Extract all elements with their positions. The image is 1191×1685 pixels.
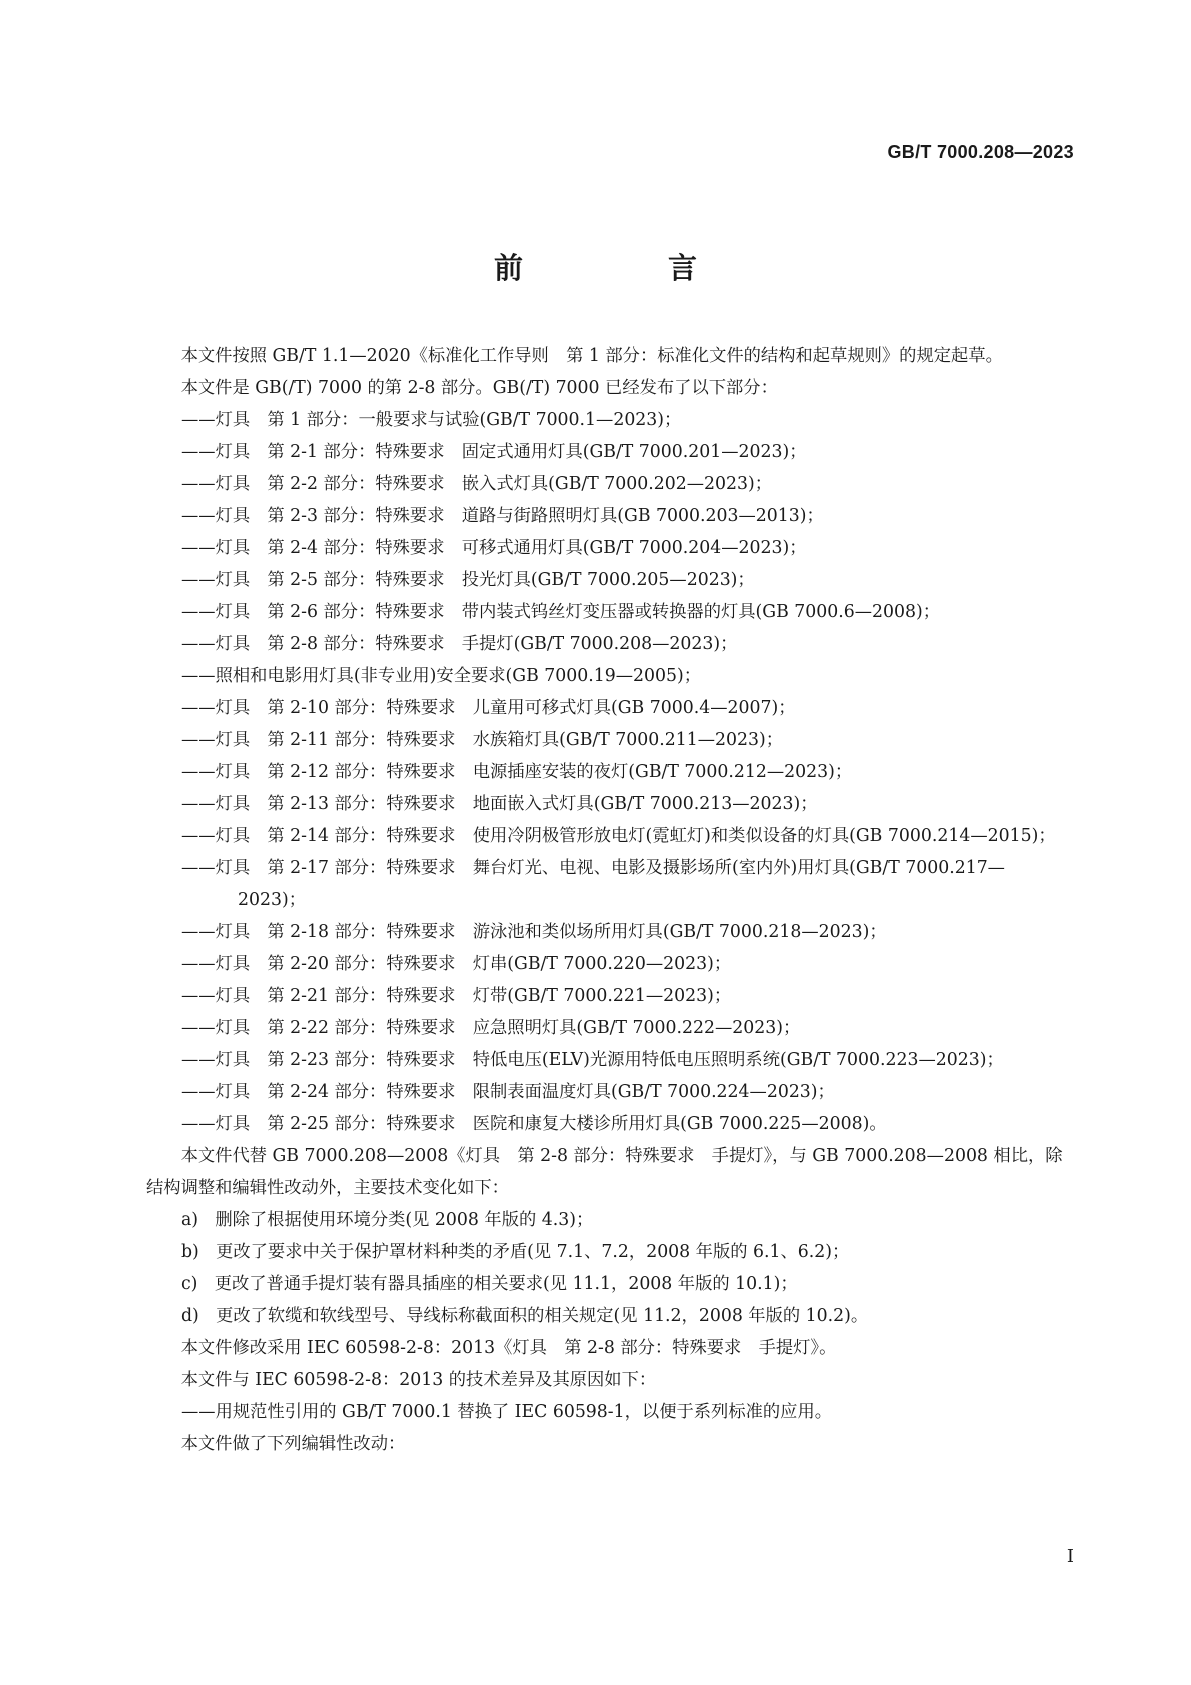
paragraph-editorial-changes: 本文件做了下列编辑性改动： [180,1434,406,1454]
list-item: ——灯具 第 2-18 部分：特殊要求 游泳池和类似场所用灯具(GB/T 7000.218—2023)； [181,922,887,942]
changes-list [146,1204,1068,1332]
list-item: ——灯具 第 2-2 部分：特殊要求 嵌入式灯具(GB/T 7000.202—2023)； [181,474,772,494]
list-item: ——灯具 第 2-8 部分：特殊要求 手提灯(GB/T 7000.208—2023)； [181,634,738,654]
list-item: ——灯具 第 2-13 部分：特殊要求 地面嵌入式灯具(GB/T 7000.213—2023)； [181,794,818,814]
paragraph-replacement: 本文件代替 GB 7000.208—2008《灯具 第 2-8 部分：特殊要求 手提灯》，与 GB 7000.208—2008 相比，除结构调整和编辑性改动外，主要技术变化如下： [146,1146,1063,1198]
list-item: ——灯具 第 2-1 部分：特殊要求 固定式通用灯具(GB/T 7000.201—2023)； [181,442,807,462]
list-item: ——灯具 第 2-3 部分：特殊要求 道路与街路照明灯具(GB 7000.203—2013)； [181,506,824,526]
document-code: GB/T 7000.208—2023 [887,142,1074,162]
list-item: ——灯具 第 2-17 部分：特殊要求 舞台灯光、电视、电影及摄影场所(室内外)用灯具(GB/T 7000.217—2023)； [181,858,1005,910]
list-item: ——灯具 第 2-6 部分：特殊要求 带内装式钨丝灯变压器或转换器的灯具(GB 7000.6—2008)； [181,602,941,622]
paragraph-adoption: 本文件修改采用 IEC 60598-2-8：2013《灯具 第 2-8 部分：特殊要求 手提灯》。 [180,1338,837,1358]
list-item: ——灯具 第 2-24 部分：特殊要求 限制表面温度灯具(GB/T 7000.224—2023)； [181,1082,835,1102]
list-item: ——灯具 第 2-11 部分：特殊要求 水族箱灯具(GB/T 7000.211—2023)； [181,730,783,750]
list-item: c) 更改了普通手提灯装有器具插座的相关要求(见 11.1，2008 年版的 10.1)； [181,1274,798,1294]
list-item: ——用规范性引用的 GB/T 7000.1 替换了 IEC 60598-1，以便于系列标准的应用。 [181,1402,833,1422]
list-item: b) 更改了要求中关于保护罩材料种类的矛盾(见 7.1、7.2，2008 年版的 6.1、6.2)； [181,1242,850,1262]
list-item: ——灯具 第 1 部分：一般要求与试验(GB/T 7000.1—2023)； [181,410,682,430]
list-item: ——灯具 第 2-4 部分：特殊要求 可移式通用灯具(GB/T 7000.204—2023)； [181,538,807,558]
list-item: ——灯具 第 2-5 部分：特殊要求 投光灯具(GB/T 7000.205—2023)； [181,570,755,590]
paragraph-parts-intro: 本文件是 GB(/T) 7000 的第 2-8 部分。GB(/T) 7000 已经发布了以下部分： [180,378,778,398]
list-item: ——灯具 第 2-10 部分：特殊要求 儿童用可移式灯具(GB 7000.4—2007)； [181,698,796,718]
list-item: ——灯具 第 2-20 部分：特殊要求 灯串(GB/T 7000.220—2023)； [181,954,732,974]
list-item: ——灯具 第 2-23 部分：特殊要求 特低电压(ELV)光源用特低电压照明系统(GB/T 7000.223—2023)； [181,1050,1004,1070]
parts-list [146,404,1068,1140]
paragraph-technical-differences: 本文件与 IEC 60598-2-8：2013 的技术差异及其原因如下： [180,1370,657,1390]
list-item: a) 删除了根据使用环境分类(见 2008 年版的 4.3)； [181,1210,594,1230]
page-title: 前 言 [493,251,755,285]
list-item: ——灯具 第 2-22 部分：特殊要求 应急照明灯具(GB/T 7000.222—2023)； [181,1018,801,1038]
list-item: ——灯具 第 2-25 部分：特殊要求 医院和康复大楼诊所用灯具(GB 7000.225—2008)。 [181,1114,887,1134]
page-number: I [1066,1546,1074,1567]
list-item: ——灯具 第 2-21 部分：特殊要求 灯带(GB/T 7000.221—2023)； [181,986,732,1006]
list-item: d) 更改了软缆和软线型号、导线标称截面积的相关规定(见 11.2，2008 年版的 10.2)。 [181,1306,869,1326]
document-body [146,340,1068,1460]
list-item: ——灯具 第 2-14 部分：特殊要求 使用冷阴极管形放电灯(霓虹灯)和类似设备的灯具(GB 7000.214—2015)； [181,826,1056,846]
list-item: ——灯具 第 2-12 部分：特殊要求 电源插座安装的夜灯(GB/T 7000.212—2023)； [181,762,853,782]
list-item: ——照相和电影用灯具(非专业用)安全要求(GB 7000.19—2005)； [181,666,702,686]
paragraph-drafting-rules: 本文件按照 GB/T 1.1—2020《标准化工作导则 第 1 部分：标准化文件的结构和起草规则》的规定起草。 [180,346,1003,366]
